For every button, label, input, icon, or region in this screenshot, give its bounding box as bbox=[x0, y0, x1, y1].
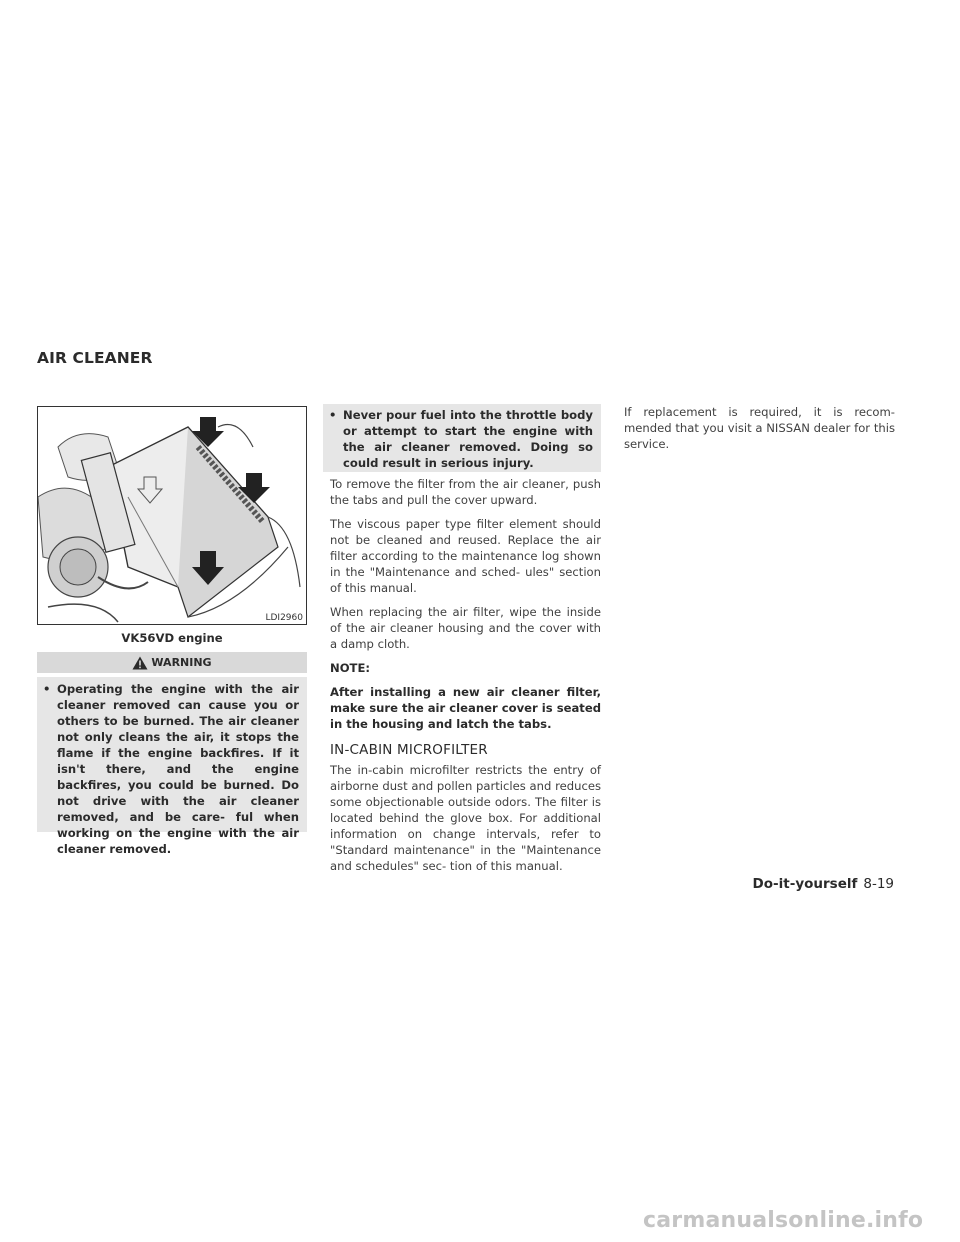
page-footer bbox=[753, 876, 894, 892]
section-title: AIR CLEANER bbox=[37, 349, 153, 367]
warning-text: Never pour fuel into the throttle body or attempt to start the engine with the air cleaner removed. Doing so could result in serious injury. bbox=[343, 408, 593, 470]
warning-box bbox=[37, 677, 307, 856]
figure-caption: VK56VD engine bbox=[121, 631, 223, 645]
paragraph: The viscous paper type filter element should not be cleaned and reused. Replace the air filter according to the maintenance log shown in the "Maintenance and sched- ules" section of this manual. bbox=[330, 517, 601, 595]
footer-section: Do-it-yourself bbox=[752, 876, 858, 892]
bullet: • bbox=[43, 682, 51, 696]
paragraph: When replacing the air filter, wipe the inside of the air cleaner housing and the cover with a damp cloth. bbox=[330, 605, 601, 651]
paragraph: The in-cabin microfilter restricts the entry of airborne dust and pollen particles and reduces some objectionable outside odors. The filter is located behind the glove box. For additional information on change intervals, refer to "Standard maintenance" in the "Maintenance and schedules" sec- tion of this manual. bbox=[330, 763, 601, 873]
note-heading: NOTE: bbox=[330, 661, 371, 675]
middle-column bbox=[330, 476, 601, 882]
subheading: IN-CABIN MICROFILTER bbox=[330, 742, 488, 758]
note-body: After installing a new air cleaner filter, make sure the air cleaner cover is seated in the housing and latch the tabs. bbox=[330, 685, 601, 731]
warning-title: WARNING bbox=[151, 656, 212, 669]
page-number: 8-19 bbox=[863, 876, 894, 892]
warning-header bbox=[37, 652, 307, 673]
engine-illustration bbox=[37, 406, 307, 625]
paragraph: To remove the filter from the air cleaner, push the tabs and pull the cover upward. bbox=[330, 477, 601, 507]
warning-item bbox=[329, 407, 593, 471]
warning-triangle-icon bbox=[132, 656, 148, 670]
watermark: carmanualsonline.info bbox=[643, 1208, 924, 1233]
figure-code: LDI2960 bbox=[265, 613, 303, 623]
air-cleaner-drawing bbox=[38, 407, 306, 624]
warning-item bbox=[43, 681, 299, 857]
bullet: • bbox=[329, 408, 337, 422]
right-column bbox=[624, 404, 895, 452]
paragraph: If replacement is required, it is recom- mended that you visit a NISSAN dealer for this service. bbox=[624, 405, 895, 451]
warning-box-continued bbox=[323, 404, 601, 472]
warning-text: Operating the engine with the air cleaner removed can cause you or others to be burned. The air cleaner not only cleans the air, it stops the flame if the engine backfires. If it isn't there, and the engine backfires, you could be burned. Do not drive with the air cleaner removed, and be care- ful when working on the engine with the air cleaner removed. bbox=[57, 682, 299, 856]
